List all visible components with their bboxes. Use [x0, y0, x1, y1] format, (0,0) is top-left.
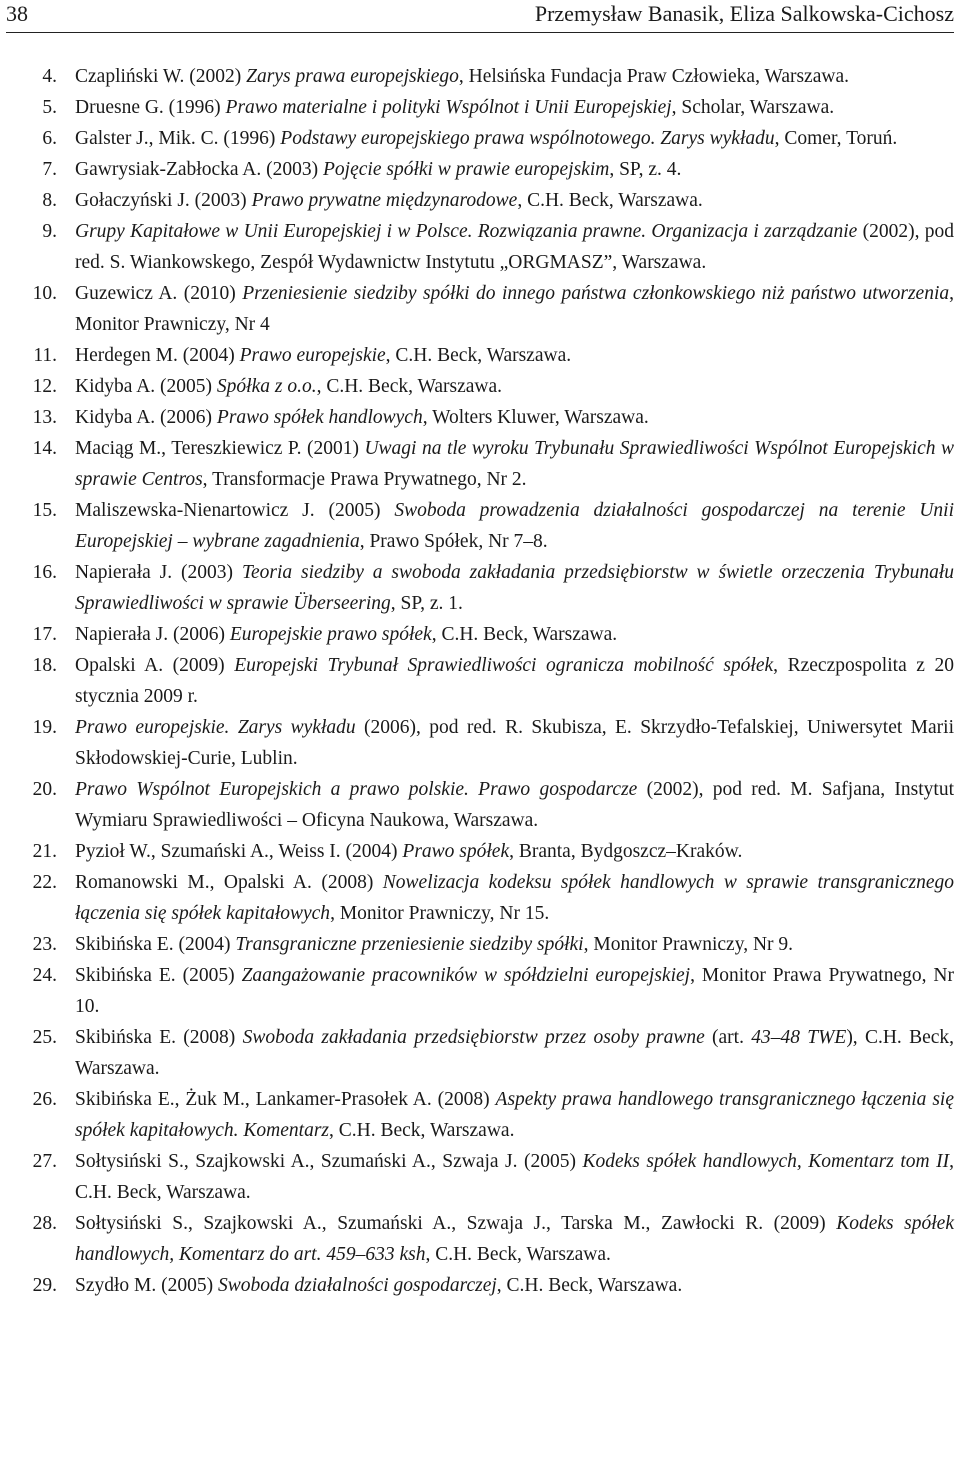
reference-number: 6. [42, 128, 57, 149]
reference-title: Zarys prawa europejskiego [246, 66, 459, 87]
reference-title: Prawo Wspólnot Europejskich a prawo polskie. Prawo gospodarcze [75, 779, 638, 800]
reference-title: Swoboda prowadzenia działalności gospodarczej na terenie Unii Europejskiej – wybrane zagadnienia [75, 500, 954, 552]
reference-number: 13. [32, 407, 57, 428]
reference-text: Czapliński W. (2002) [75, 66, 247, 87]
reference-text: , Transformacje Prawa Prywatnego, Nr 2. [202, 469, 527, 490]
reference-title: Spółka z o.o. [216, 376, 317, 397]
header-divider [6, 32, 954, 33]
page-number: 38 [6, 1, 28, 26]
reference-text: , Comer, Toruń. [774, 128, 898, 149]
reference-text: , SP, z. 4. [609, 159, 682, 180]
reference-text: (art. [704, 1027, 752, 1048]
reference-title: Europejski Trybunał Sprawiedliwości ogranicza mobilność spółek [234, 655, 774, 676]
reference-text: Napierała J. (2003) [75, 562, 242, 583]
reference-text: , C.H. Beck, Warszawa. [431, 624, 618, 645]
reference-text: Napierała J. (2006) [75, 624, 230, 645]
reference-title: Nowelizacja kodeksu spółek handlowych w sprawie transgranicznego łączenia się spółek kapitałowych [75, 872, 954, 924]
reference-text: Gawrysiak-Zabłocka A. (2003) [75, 159, 324, 180]
reference-text: , C.H. Beck, Warszawa. [316, 376, 503, 397]
reference-title: Zaangażowanie pracowników w spółdzielni europejskiej [241, 965, 691, 986]
reference-text: , C.H. Beck, Warszawa. [425, 1244, 611, 1265]
reference-text: , Monitor Prawniczy, Nr 4 [75, 283, 954, 335]
reference-text: Pyzioł W., Szumański A., Weiss I. (2004) [75, 841, 403, 862]
reference-text: , Scholar, Warszawa. [671, 97, 835, 118]
reference-number: 4. [42, 66, 57, 87]
reference-text: , C.H. Beck, Warszawa. [517, 190, 703, 211]
reference-text: , Monitor Prawniczy, Nr 9. [583, 934, 794, 955]
reference-number: 12. [32, 376, 57, 397]
reference-text: Kidyba A. (2005) [75, 376, 217, 397]
reference-text: ), C.H. Beck, Warszawa. [75, 1027, 955, 1079]
reference-entry [0, 557, 960, 619]
reference-entry [0, 1146, 960, 1208]
reference-text: Maliszewska-Nienartowicz J. (2005) [75, 500, 395, 521]
reference-entry [0, 1022, 960, 1084]
reference-text: Kidyba A. (2006) [75, 407, 217, 428]
reference-entry [0, 650, 960, 712]
reference-number: 27. [32, 1151, 57, 1172]
reference-title: Podstawy europejskiego prawa wspólnotowego. Zarys wykładu [280, 128, 775, 149]
reference-text: , Branta, Bydgoszcz–Kraków. [509, 841, 743, 862]
reference-entry [0, 774, 960, 836]
reference-title: Prawo spółek [402, 841, 510, 862]
reference-number: 8. [42, 190, 57, 211]
reference-number: 15. [32, 500, 57, 521]
reference-entry [0, 123, 960, 154]
reference-text: Skibińska E. (2004) [75, 934, 236, 955]
reference-number: 23. [32, 934, 57, 955]
reference-number: 26. [32, 1089, 57, 1110]
reference-text: Romanowski M., Opalski A. (2008) [75, 872, 383, 893]
reference-text: , Monitor Prawa Prywatnego, Nr 10. [75, 965, 954, 1017]
reference-title: Swoboda działalności gospodarczej [218, 1275, 497, 1296]
reference-text: (2002), pod red. S. Wiankowskego, Zespół Wydawnictw Instytutu „ORGMASZ”, Warszawa. [75, 221, 954, 273]
reference-number: 14. [32, 438, 57, 459]
reference-text: , Wolters Kluwer, Warszawa. [422, 407, 649, 428]
reference-title: Kodeks spółek handlowych, Komentarz do art. 459–633 ksh [75, 1213, 954, 1265]
reference-number: 21. [32, 841, 57, 862]
reference-text: Sołtysiński S., Szajkowski A., Szumański A., Szwaja J. (2005) [75, 1151, 583, 1172]
reference-title: Transgraniczne przeniesienie siedziby spółki [235, 934, 584, 955]
reference-number: 22. [32, 872, 57, 893]
reference-text: , C.H. Beck, Warszawa. [329, 1120, 515, 1141]
reference-title: Przeniesienie siedziby spółki do innego państwa członkowskiego niż państwo utworzenia [242, 283, 950, 304]
reference-entry [0, 340, 960, 371]
reference-entry [0, 495, 960, 557]
reference-number: 7. [42, 159, 57, 180]
reference-number: 11. [33, 345, 57, 366]
reference-text: , C.H. Beck, Warszawa. [385, 345, 572, 366]
reference-text: , Monitor Prawniczy, Nr 15. [330, 903, 550, 924]
reference-text: Szydło M. (2005) [75, 1275, 218, 1296]
reference-number: 20. [32, 779, 57, 800]
reference-text: Galster J., Mik. C. (1996) [75, 128, 281, 149]
reference-text: (2002), pod red. M. Safjana, Instytut Wymiaru Sprawiedliwości – Oficyna Naukowa, Warszawa. [75, 779, 954, 831]
reference-text: Skibińska E. (2005) [75, 965, 242, 986]
reference-text: , C.H. Beck, Warszawa. [75, 1151, 954, 1203]
reference-number: 9. [42, 221, 57, 242]
reference-number: 10. [32, 283, 57, 304]
reference-title: Swoboda zakładania przedsiębiorstw przez osoby prawne [242, 1027, 705, 1048]
bibliography-list [0, 61, 960, 1301]
reference-title: Uwagi na tle wyroku Trybunału Sprawiedliwości Wspólnot Europejskich w sprawie Centros [75, 438, 955, 490]
reference-number: 24. [32, 965, 57, 986]
reference-title: Prawo spółek handlowych [216, 407, 423, 428]
reference-text: Opalski A. (2009) [75, 655, 235, 676]
reference-entry [0, 1208, 960, 1270]
reference-text: , Helsińska Fundacja Praw Człowieka, Warszawa. [458, 66, 849, 87]
reference-title: Prawo prywatne międzynarodowe [251, 190, 518, 211]
reference-entry [0, 960, 960, 1022]
reference-text: Guzewicz A. (2010) [75, 283, 243, 304]
reference-number: 5. [42, 97, 57, 118]
reference-entry [0, 371, 960, 402]
reference-entry [0, 712, 960, 774]
reference-entry [0, 61, 960, 92]
reference-number: 17. [32, 624, 57, 645]
reference-entry [0, 154, 960, 185]
reference-text: Skibińska E. (2008) [75, 1027, 243, 1048]
reference-text: , Prawo Spółek, Nr 7–8. [359, 531, 548, 552]
reference-number: 16. [32, 562, 57, 583]
reference-title: Grupy Kapitałowe w Unii Europejskiej i w Polsce. Rozwiązania prawne. Organizacja i zarządzanie [75, 221, 858, 242]
running-head: Przemysław Banasik, Eliza Salkowska-Cichosz [534, 1, 954, 26]
reference-entry [0, 185, 960, 216]
reference-number: 28. [32, 1213, 57, 1234]
reference-entry [0, 92, 960, 123]
reference-title: Aspekty prawa handlowego transgranicznego łączenia się spółek kapitałowych. Komentarz [75, 1089, 954, 1141]
reference-text: Sołtysiński S., Szajkowski A., Szumański A., Szwaja J., Tarska M., Zawłocki R. (2009) [75, 1213, 837, 1234]
reference-entry [0, 867, 960, 929]
reference-text: Gołaczyński J. (2003) [75, 190, 252, 211]
reference-entry [0, 1270, 960, 1301]
reference-title: Teoria siedziby a swoboda zakładania przedsiębiorstw w świetle orzeczenia Trybunału Sprawiedliwości w sprawie Überseering [75, 562, 954, 614]
reference-entry [0, 1084, 960, 1146]
reference-number: 29. [32, 1275, 57, 1296]
reference-entry [0, 278, 960, 340]
reference-entry [0, 619, 960, 650]
reference-title: Europejskie prawo spółek [229, 624, 432, 645]
reference-title: 43–48 TWE [751, 1027, 847, 1048]
reference-text: Maciąg M., Tereszkiewicz P. (2001) [75, 438, 365, 459]
reference-number: 19. [32, 717, 57, 738]
reference-entry [0, 836, 960, 867]
reference-title: Prawo europejskie. Zarys wykładu [75, 717, 356, 738]
reference-entry [0, 216, 960, 278]
reference-text: (2006), pod red. R. Skubisza, E. Skrzydło-Tefalskiej, Uniwersytet Marii Skłodowskiej-Curie, Lublin. [75, 717, 954, 769]
reference-entry [0, 402, 960, 433]
reference-number: 25. [32, 1027, 57, 1048]
reference-entry [0, 433, 960, 495]
reference-title: Prawo europejskie [239, 345, 386, 366]
reference-text: Herdegen M. (2004) [75, 345, 240, 366]
reference-title: Pojęcie spółki w prawie europejskim [323, 159, 610, 180]
reference-entry [0, 929, 960, 960]
reference-text: Druesne G. (1996) [75, 97, 226, 118]
reference-title: Prawo materialne i polityki Wspólnot i Unii Europejskiej [225, 97, 672, 118]
page-header [0, 0, 960, 34]
reference-text: , Rzeczpospolita z 20 stycznia 2009 r. [75, 655, 955, 707]
reference-text: Skibińska E., Żuk M., Lankamer-Prasołek A. (2008) [75, 1089, 496, 1110]
reference-text: , SP, z. 1. [390, 593, 463, 614]
reference-number: 18. [32, 655, 57, 676]
reference-text: , C.H. Beck, Warszawa. [496, 1275, 683, 1296]
reference-title: Kodeks spółek handlowych, Komentarz tom II [582, 1151, 950, 1172]
